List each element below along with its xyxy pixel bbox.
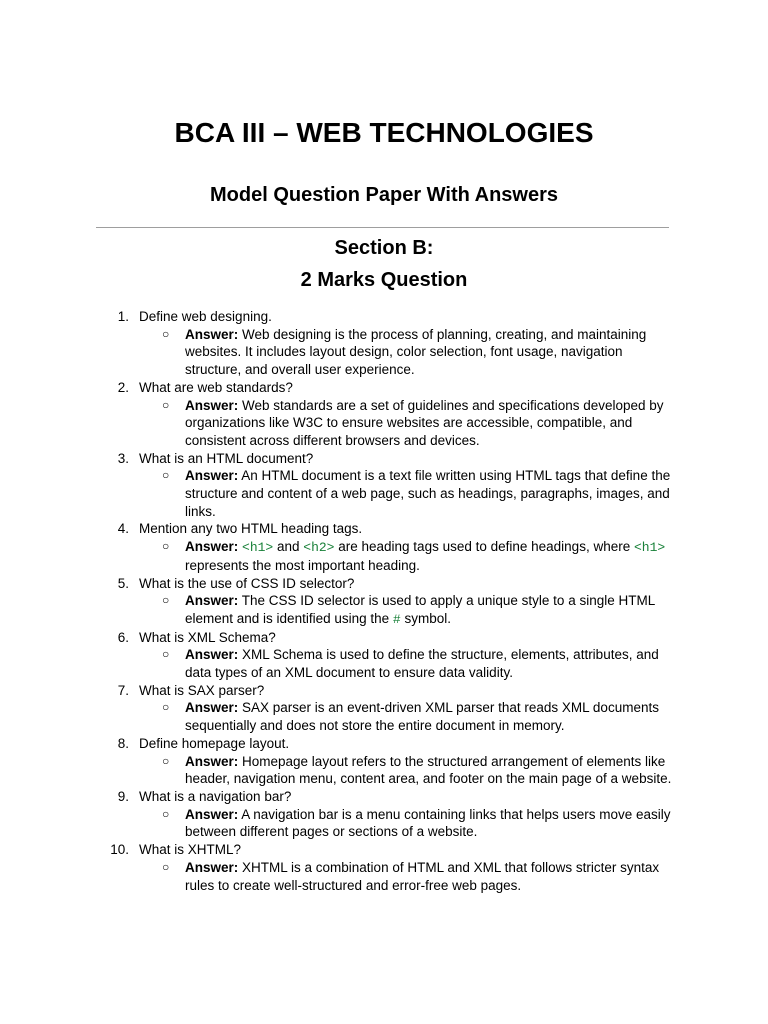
hollow-circle-bullet-icon: ○ (162, 397, 170, 412)
answer-label: Answer: (185, 397, 239, 413)
question-text: What are web standards? (139, 379, 293, 395)
hollow-circle-bullet-icon: ○ (162, 647, 170, 662)
question-text: Define web designing. (139, 309, 272, 324)
answer-label: Answer: (185, 326, 239, 342)
answer-text: symbol. (400, 610, 451, 626)
question-number: 9. (117, 788, 129, 804)
answer-item (162, 806, 679, 841)
question-item (0, 379, 768, 450)
question-list (0, 308, 768, 894)
document-title: BCA III – WEB TECHNOLOGIES (174, 117, 594, 148)
answer-label: Answer: (185, 647, 239, 663)
question-item (0, 575, 768, 629)
answer-label: Answer: (185, 700, 239, 716)
question-number: 5. (117, 575, 129, 591)
question-item (0, 788, 768, 841)
answer-label: Answer: (185, 593, 239, 609)
answer-text: Web standards are a set of guidelines and specifications developed by organizations like W3C to ensure websites are accessible, compatible, and consistent across different browsers and devices. (185, 397, 664, 448)
question-text: What is XHTML? (139, 842, 242, 858)
section-title: Section B: (334, 237, 434, 259)
question-number: 3. (117, 450, 129, 466)
hollow-circle-bullet-icon: ○ (162, 539, 170, 554)
code-snippet: <h1> (633, 540, 666, 556)
answer-text: An HTML document is a text file written using HTML tags that define the structure and content of a web page, such as headings, paragraphs, images, and links. (185, 468, 671, 519)
answer-item (162, 538, 679, 574)
answer-text: are heading tags used to define headings, where (334, 539, 634, 555)
answer-item (162, 646, 679, 681)
question-number: 4. (117, 521, 129, 537)
question-item (0, 450, 768, 521)
hollow-circle-bullet-icon: ○ (162, 753, 170, 768)
answer-text: The CSS ID selector is used to apply a unique style to a single HTML element and is identified using the (185, 593, 655, 626)
horizontal-divider (96, 227, 669, 228)
section-subtitle: 2 Marks Question (300, 269, 468, 291)
answer-text: SAX parser is an event-driven XML parser that reads XML documents sequentially and does not store the entire document in memory. (185, 700, 659, 734)
answer-item (162, 753, 679, 788)
question-text: What is the use of CSS ID selector? (139, 575, 355, 591)
question-text: What is SAX parser? (139, 682, 265, 698)
hollow-circle-bullet-icon: ○ (162, 326, 170, 341)
answer-label: Answer: (185, 539, 239, 555)
answer-item (162, 859, 679, 894)
answer-text: and (273, 539, 304, 555)
question-number: 10. (110, 842, 129, 858)
question-text: What is an HTML document? (139, 450, 314, 466)
question-text: Mention any two HTML heading tags. (139, 521, 363, 537)
question-text: What is XML Schema? (139, 629, 276, 645)
answer-item (162, 397, 679, 450)
hollow-circle-bullet-icon: ○ (162, 859, 170, 874)
answer-label: Answer: (185, 753, 239, 769)
answer-text: A navigation bar is a menu containing links that helps users move easily between different pages or sections of a website. (185, 806, 671, 840)
answer-text: Web designing is the process of planning, creating, and maintaining websites. It includes layout design, color selection, font usage, navigation structure, and overall user experience. (185, 326, 647, 378)
question-number: 1. (117, 309, 129, 324)
question-item (0, 520, 768, 574)
answer-item (162, 699, 679, 734)
question-number: 8. (117, 735, 129, 751)
hollow-circle-bullet-icon: ○ (162, 468, 170, 483)
hollow-circle-bullet-icon: ○ (162, 593, 170, 608)
question-number: 6. (117, 629, 129, 645)
code-snippet: <h2> (303, 540, 335, 556)
answer-label: Answer: (185, 468, 239, 484)
answer-item (162, 326, 679, 379)
answer-item (162, 467, 679, 520)
document-subtitle: Model Question Paper With Answers (209, 184, 559, 206)
answer-item (162, 592, 679, 628)
question-text: What is a navigation bar? (139, 788, 292, 804)
answer-text: Homepage layout refers to the structured arrangement of elements like header, navigation menu, content area, and footer on the main page of a website. (185, 753, 672, 787)
code-snippet: <h1> (242, 540, 274, 556)
question-item (0, 308, 768, 379)
code-snippet: # (392, 611, 401, 627)
question-number: 7. (117, 682, 129, 698)
question-text: Define homepage layout. (139, 735, 290, 751)
question-item (0, 841, 768, 894)
question-item (0, 682, 768, 735)
answer-label: Answer: (185, 859, 239, 875)
answer-text: XHTML is a combination of HTML and XML that follows stricter syntax rules to create well-structured and error-free web pages. (185, 859, 660, 893)
answer-label: Answer: (185, 806, 239, 822)
answer-text: represents the most important heading. (185, 557, 420, 573)
hollow-circle-bullet-icon: ○ (162, 700, 170, 715)
answer-text: XML Schema is used to define the structure, elements, attributes, and data types of an XML document to ensure data validity. (185, 647, 659, 681)
question-item (0, 735, 768, 788)
hollow-circle-bullet-icon: ○ (162, 806, 170, 821)
question-number: 2. (117, 379, 129, 395)
question-item (0, 629, 768, 682)
